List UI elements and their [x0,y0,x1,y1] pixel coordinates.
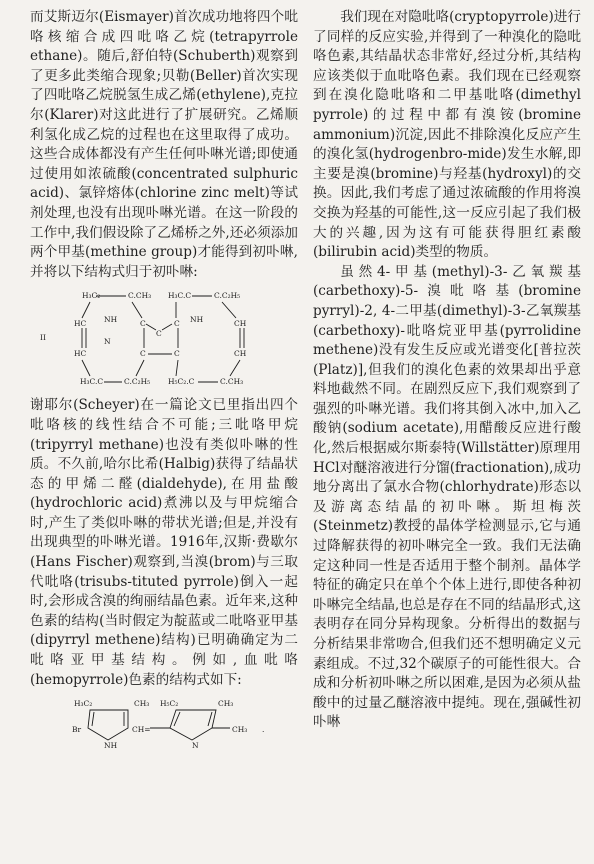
struct-label: N [192,741,199,751]
struct-label: H₃C.C [80,377,104,387]
struct-label: H₅C₂ [160,699,179,709]
struct-label: H₃C.C [168,291,192,301]
struct-label: H₅C₂.C [168,377,195,387]
struct-label: C.CH₃ [128,291,152,301]
left-column [30,8,298,758]
left-paragraph-1: 而艾斯迈尔(Eismayer)首次成功地将四个吡咯核缩合成四吡咯乙烷(tetrapyrrole ethane)。随后,舒伯特(Schuberth)观察到了更多此类缩合现象;贝勒(Beller)首次实现了四吡咯乙烷脱氢生成乙烯(ethylene),克拉尔(Klarer)对这此进行了扩展研究。乙烯顺利氢化成乙烷的过程也在这里取得了成功。这些合成体都没有产生任何卟啉光谱;即使通过使用如浓硫酸(concentrated sulphuric acid)、氯锌熔体(chlorine zinc melt)等试剂处理,也没有出现卟啉光谱。在这一阶段的工作中,我们假设除了乙烯桥之外,还必须添加两个甲基(methine group)才能得到初卟啉,并将以下结构式归于初卟啉: [30,9,298,280]
struct-label: Br [72,725,82,735]
struct-label: C [156,329,162,339]
struct-label: C.CH₃ [220,377,244,387]
struct-label: . [262,725,265,735]
struct-label: CH₃ [218,699,234,709]
struct-label: NH [104,741,118,751]
struct-label: H₃C₂ [82,291,101,301]
figure-numeral: II [40,333,46,343]
struct-label: C.C₂H₅ [124,377,151,387]
struct-label: H₃C₂ [74,699,93,709]
struct-label: C [174,349,180,359]
struct-label: CH₃ [232,725,248,735]
struct-label: C [140,349,146,359]
right-paragraph-1: 我们现在对隐吡咯(cryptopyrrole)进行了同样的反应实验,并得到了一种溴化的隐吡咯色素,其结晶状态非常好,经过分析,其结构应该类似于血吡咯色素。我们现在已经观察到在溴化隐吡咯和二甲基吡咯(dimethyl pyrrole)的过程中都有溴铵(bromine ammonium)沉淀,因此不排除溴化反应产生的溴化氢(hydrogenbro-mide)发生水解,即主要是溴(bromine)与羟基(hydroxyl)的交换。因此,我们考虑了通过浓硫酸的作用将溴交换为羟基的可能性,这一反应引起了我们极大的兴趣,因为这有可能获得胆红素酸(bilirubin acid)类型的物质。 [313,9,581,261]
struct-label: HC [74,319,87,329]
right-column [313,8,581,733]
struct-label: NH [190,315,204,325]
struct-label: CH [234,319,247,329]
porphyrin-structure-figure [30,284,298,392]
struct-label: C [174,319,180,329]
left-paragraph-2: 谢耶尔(Scheyer)在一篇论文已里指出四个吡咯核的线性结合不可能;三吡咯甲烷(tripyrryl methane)也没有类似卟啉的性质。不久前,哈尔比希(Halbig)获得了结晶状态的甲烯二醛(dialdehyde),在用盐酸(hydrochloric acid)煮沸以及与甲烷缩合时,产生了类似卟啉的带状光谱;但是,并没有出现典型的卟啉光谱。1916年,汉斯·费歇尔(Hans Fischer)观察到,当溴(brom)与三取代吡咯(trisubs-tituted pyrrole)倒入一起时,会形成含溴的绚丽结晶色素。近年来,这种色素的结构(当时假定为靛蓝或二吡咯亚甲基(dipyrryl methene)结构)已明确确定为二吡咯亚甲基结构。例如,血吡咯(hemopyrrole)色素的结构式如下: [30,397,298,688]
struct-label: NH [104,315,118,325]
struct-label: CH= [132,725,151,735]
struct-label: CH₃ [134,699,150,709]
struct-label: CH [234,349,247,359]
struct-label: HC [74,349,87,359]
struct-label: C [140,319,146,329]
struct-label: C.C₂H₅ [214,291,241,301]
hemopyrrole-pigment-structure-figure [30,692,298,754]
right-paragraph-2: 虽然4-甲基(methyl)-3-乙氧羰基(carbethoxy)-5-溴吡咯基(bromine pyrryl)-2, 4-二甲基(dimethyl)-3-乙氧羰基(carbethoxy)-吡咯烷亚甲基(pyrrolidine methene)没有发生反应或光谱变化[普拉茨(Platz)],但我们的溴化色素的效果却出乎意料地截然不同。在剧烈反应下,我们观察到了强烈的卟啉光谱。我们将其倒入冰中,加入乙酸钠(sodium acetate),用醋酸反应进行酸化,然后根据威尔斯泰特(Willstätter)原理用HCl对醚溶液进行分馏(fractionation),成功地分离出了氯水合物(chlorhydrate)形态以及游离态结晶的初卟啉。斯坦梅茨(Steinmetz)教授的晶体学检测显示,它与通过降解获得的初卟啉完全一致。我们无法确定这种同一性是否适用于整个制剂。晶体学特征的确定只在单个个体上进行,即使各种初卟啉完全结晶,也总是存在不同的结晶形式,这表明存在同分异构现象。分析得出的数据与分析结果非常吻合,但我们还不想明确定义元素组成。不过,32个碳原子的可能性很大。合成和分析初卟啉之所以困难,是因为必须从盐酸中的过量乙醚溶液中提纯。现在,强碱性初卟啉 [313,263,581,731]
struct-label: N [104,337,111,347]
